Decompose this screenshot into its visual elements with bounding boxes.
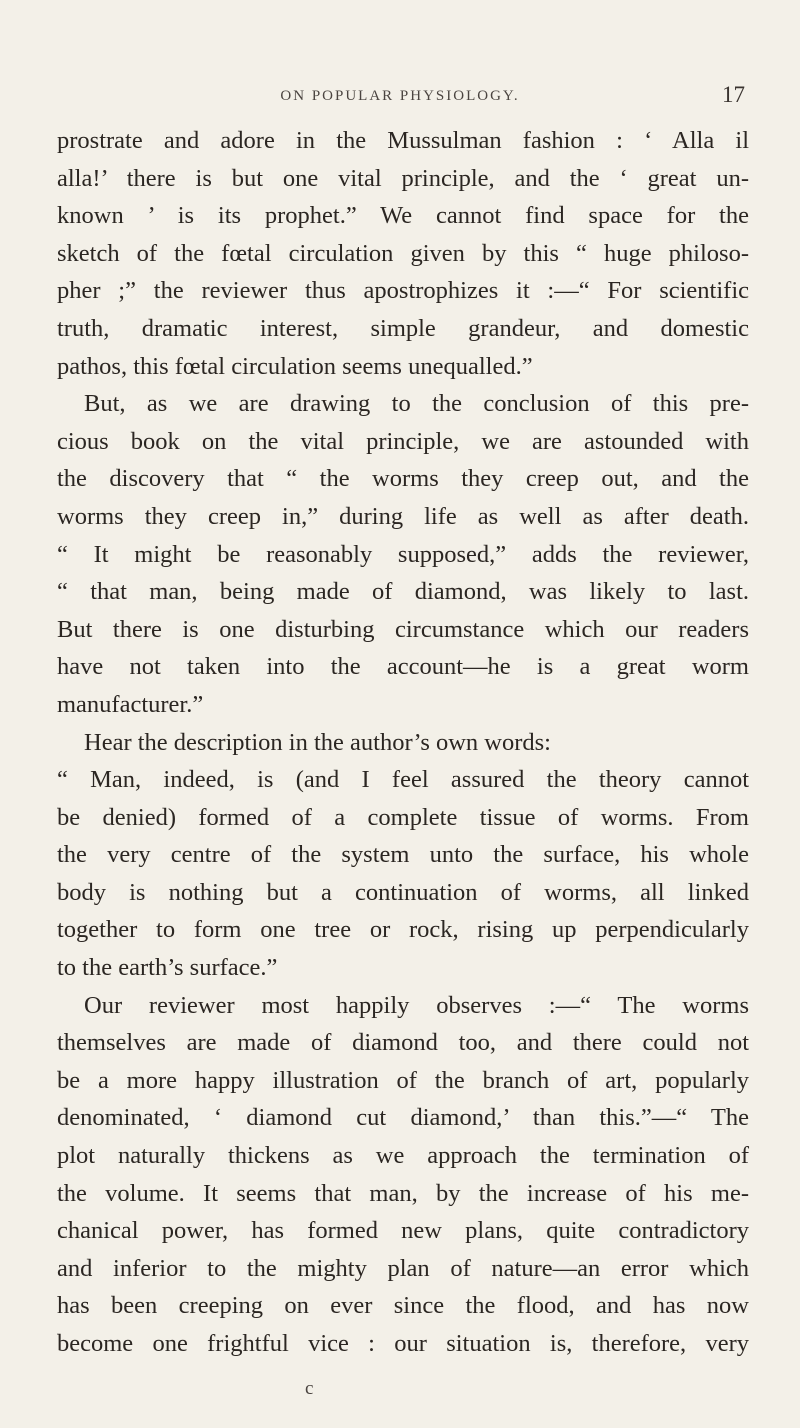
text-line: together to form one tree or rock, rising up perpendicularly — [57, 916, 749, 944]
text-line: prostrate and adore in the Mussulman fashion : ‘ Alla il — [57, 127, 749, 154]
text-line: to the earth’s surface.” — [57, 954, 278, 982]
text-line: be denied) formed of a complete tissue of worms. From — [57, 803, 749, 831]
text-line: manufacturer.” — [57, 690, 204, 718]
text-line: “ Man, indeed, is (and I feel assured the theory cannot — [57, 766, 749, 794]
text-line: have not taken into the account—he is a great worm — [57, 653, 749, 681]
text-line: be a more happy illustration of the branch of art, popularly — [57, 1066, 749, 1094]
text-line: body is nothing but a continuation of worms, all linked — [57, 878, 749, 906]
page-number: 17 — [722, 82, 745, 107]
text-line: themselves are made of diamond too, and there could not — [57, 1029, 749, 1057]
text-line: truth, dramatic interest, simple grandeur, and domestic — [57, 314, 749, 342]
text-line: cious book on the vital principle, we are astounded with — [57, 427, 749, 455]
signature-mark: c — [305, 1378, 314, 1399]
text-line: alla!’ there is but one vital principle, and the ‘ great un- — [57, 164, 749, 192]
body-text — [57, 122, 749, 1363]
text-line: pher ;” the reviewer thus apostrophizes it :—“ For scientific — [57, 277, 749, 305]
text-line: the very centre of the system unto the surface, his whole — [57, 841, 749, 869]
text-line: But there is one disturbing circumstance which our readers — [57, 615, 749, 643]
text-line: “ It might be reasonably supposed,” adds the reviewer, — [57, 540, 749, 568]
text-line: worms they creep in,” during life as well as after death. — [57, 502, 749, 530]
text-line: “ that man, being made of diamond, was likely to last. — [57, 578, 749, 606]
text-line: denominated, ‘ diamond cut diamond,’ than this.”—“ The — [57, 1104, 749, 1132]
running-head — [0, 82, 800, 112]
text-line: chanical power, has formed new plans, quite contradictory — [57, 1217, 749, 1245]
text-line: Our reviewer most happily observes :—“ The worms — [84, 991, 749, 1019]
text-line: sketch of the fœtal circulation given by this “ huge philoso- — [57, 239, 749, 267]
text-line: and inferior to the mighty plan of nature—an error which — [57, 1254, 749, 1282]
text-line: plot naturally thickens as we approach the termination of — [57, 1142, 749, 1170]
text-line: pathos, this fœtal circulation seems unequalled.” — [57, 352, 533, 380]
text-line: has been creeping on ever since the flood, and has now — [57, 1292, 749, 1320]
text-line: the discovery that “ the worms they creep out, and the — [57, 465, 749, 493]
text-line: But, as we are drawing to the conclusion of this pre- — [84, 390, 749, 418]
text-line: known ’ is its prophet.” We cannot find space for the — [57, 202, 749, 230]
text-line: the volume. It seems that man, by the increase of his me- — [57, 1179, 749, 1207]
text-line: Hear the description in the author’s own words: — [84, 728, 551, 756]
text-line: become one frightful vice : our situation is, therefore, very — [57, 1330, 749, 1357]
running-title: ON POPULAR PHYSIOLOGY. — [280, 88, 520, 104]
